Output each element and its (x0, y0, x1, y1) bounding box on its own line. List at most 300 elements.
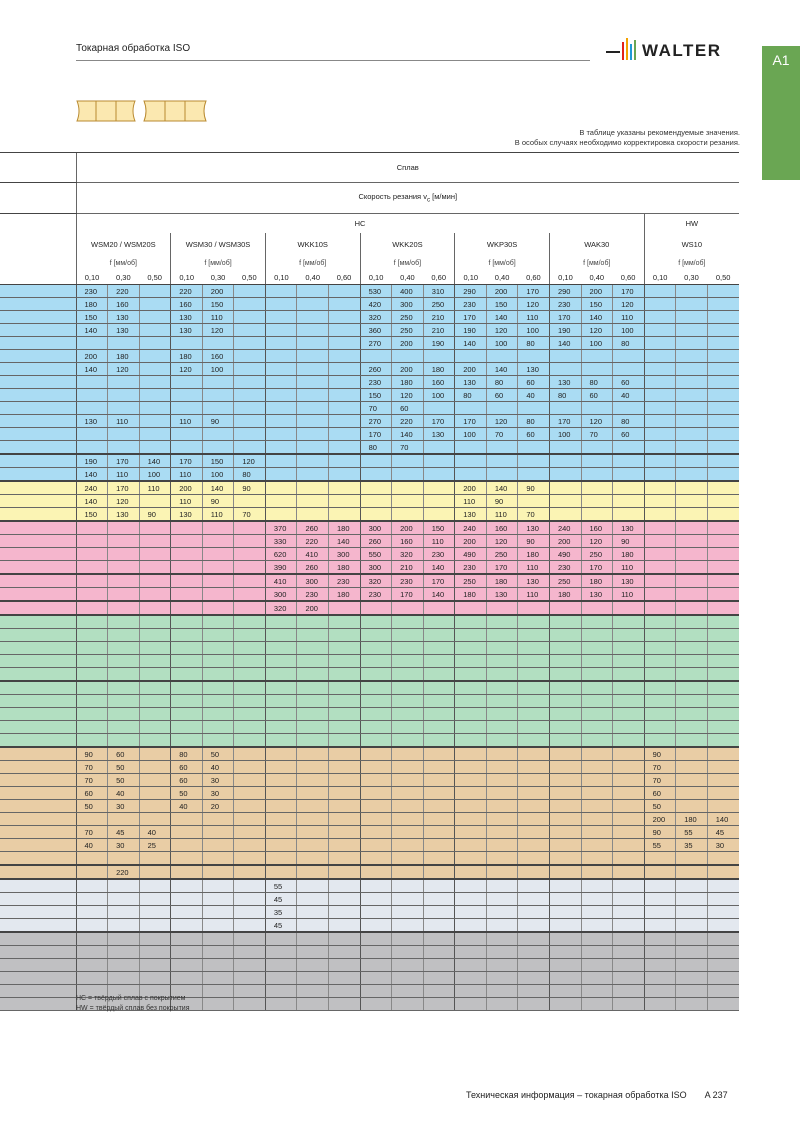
speed-value-cell: 160 (108, 298, 140, 311)
feed-label: f [мм/об] (455, 257, 550, 271)
speed-value-cell (676, 298, 708, 311)
speed-value-cell (518, 734, 550, 748)
speed-value-cell (518, 813, 550, 826)
speed-value-cell (707, 548, 739, 561)
speed-value-cell (329, 376, 361, 389)
speed-value-cell (76, 642, 108, 655)
speed-value-cell: 50 (108, 761, 140, 774)
material-cell (0, 747, 76, 761)
speed-value-cell (549, 629, 581, 642)
speed-value-cell: 80 (171, 747, 203, 761)
speed-value-cell: 140 (486, 311, 518, 324)
speed-value-cell (676, 879, 708, 893)
speed-value-cell (676, 428, 708, 441)
speed-value-cell (613, 681, 645, 695)
speed-value-cell (202, 826, 234, 839)
speed-value-cell (234, 615, 266, 629)
speed-value-cell (455, 800, 487, 813)
speed-value-cell (108, 695, 140, 708)
speed-value-cell (581, 959, 613, 972)
speed-value-cell (171, 337, 203, 350)
speed-value-cell (707, 932, 739, 946)
speed-value-cell (202, 946, 234, 959)
speed-value-cell (202, 615, 234, 629)
speed-value-cell (455, 906, 487, 919)
speed-value-cell (423, 441, 455, 455)
speed-value-cell: 210 (392, 561, 424, 575)
speed-value-cell: 230 (392, 574, 424, 588)
speed-value-cell: 40 (171, 800, 203, 813)
speed-value-cell (360, 865, 392, 879)
speed-value-cell: 140 (581, 311, 613, 324)
speed-value-cell (644, 574, 676, 588)
speed-value-cell (581, 800, 613, 813)
speed-value-cell (549, 879, 581, 893)
speed-value-cell: 240 (455, 521, 487, 535)
legend-hc: HC = твёрдый сплав с покрытием (76, 995, 186, 1002)
speed-value-cell (234, 363, 266, 376)
grade-header: WKP30S (455, 233, 550, 257)
speed-value-cell (581, 668, 613, 682)
speed-value-cell: 160 (392, 535, 424, 548)
speed-value-cell (265, 708, 297, 721)
grade-header: WAK30 (549, 233, 644, 257)
speed-value-cell: 300 (265, 588, 297, 602)
speed-value-cell (518, 826, 550, 839)
speed-value-cell (423, 454, 455, 468)
table-row (0, 588, 739, 602)
speed-value-cell (234, 774, 266, 787)
speed-value-cell: 220 (108, 865, 140, 879)
legend-hw: HW = твёрдый сплав без покрытия (76, 1005, 190, 1012)
speed-value-cell: 50 (76, 800, 108, 813)
speed-value-cell (360, 826, 392, 839)
table-row (0, 535, 739, 548)
speed-value-cell (329, 695, 361, 708)
speed-value-cell (76, 629, 108, 642)
speed-value-cell (360, 919, 392, 933)
speed-value-cell: 190 (549, 324, 581, 337)
speed-value-cell (486, 601, 518, 615)
table-row (0, 787, 739, 800)
speed-value-cell: 170 (423, 574, 455, 588)
speed-value-cell (613, 800, 645, 813)
section-tab (762, 46, 800, 180)
speed-value-cell (613, 363, 645, 376)
speed-value-cell: 30 (108, 800, 140, 813)
speed-value-cell (644, 324, 676, 337)
speed-value-cell (234, 642, 266, 655)
speed-value-cell (486, 879, 518, 893)
speed-value-cell: 100 (202, 468, 234, 482)
speed-value-cell (518, 615, 550, 629)
table-row (0, 311, 739, 324)
speed-value-cell (455, 454, 487, 468)
speed-value-cell (486, 734, 518, 748)
speed-value-cell (486, 865, 518, 879)
speed-value-cell (676, 800, 708, 813)
speed-value-cell (202, 972, 234, 985)
speed-value-cell (392, 932, 424, 946)
speed-value-cell (265, 695, 297, 708)
speed-value-cell (707, 998, 739, 1011)
speed-value-cell (329, 350, 361, 363)
speed-value-cell (139, 588, 171, 602)
speed-value-cell (613, 508, 645, 522)
speed-header-label: Скорость резания v (358, 192, 427, 202)
speed-value-cell: 80 (613, 415, 645, 428)
speed-value-cell (139, 852, 171, 866)
speed-value-cell (644, 376, 676, 389)
speed-value-cell: 90 (644, 826, 676, 839)
speed-value-cell (108, 893, 140, 906)
speed-value-cell (455, 774, 487, 787)
feed-label: f [мм/об] (76, 257, 171, 271)
speed-value-cell (171, 708, 203, 721)
speed-value-cell (392, 495, 424, 508)
speed-value-cell (581, 972, 613, 985)
speed-value-cell (455, 615, 487, 629)
speed-value-cell (486, 350, 518, 363)
speed-value-cell: 230 (455, 561, 487, 575)
speed-value-cell: 200 (171, 481, 203, 495)
speed-value-cell: 120 (581, 324, 613, 337)
speed-value-cell (202, 642, 234, 655)
speed-value-cell (76, 734, 108, 748)
speed-value-cell: 290 (455, 285, 487, 298)
speed-value-cell (234, 852, 266, 866)
speed-value-cell (644, 906, 676, 919)
material-cell (0, 932, 76, 946)
speed-value-cell: 180 (455, 588, 487, 602)
speed-value-cell (360, 655, 392, 668)
material-cell (0, 324, 76, 337)
speed-value-cell (76, 879, 108, 893)
speed-value-cell (423, 629, 455, 642)
speed-value-cell (549, 787, 581, 800)
speed-value-cell: 210 (423, 324, 455, 337)
material-cell (0, 721, 76, 734)
speed-value-cell (139, 376, 171, 389)
speed-value-cell (549, 642, 581, 655)
speed-value-cell (707, 629, 739, 642)
speed-value-cell (171, 642, 203, 655)
speed-value-cell: 150 (76, 311, 108, 324)
speed-value-cell (613, 495, 645, 508)
speed-value-cell (707, 588, 739, 602)
speed-value-cell (329, 721, 361, 734)
speed-value-cell: 150 (202, 454, 234, 468)
speed-value-cell (455, 946, 487, 959)
speed-value-cell (707, 402, 739, 415)
table-row (0, 468, 739, 482)
speed-value-cell: 200 (76, 350, 108, 363)
speed-value-cell (676, 852, 708, 866)
speed-value-cell: 180 (171, 350, 203, 363)
speed-value-cell (297, 708, 329, 721)
speed-value-cell (392, 655, 424, 668)
speed-value-cell: 530 (360, 285, 392, 298)
speed-value-cell (360, 852, 392, 866)
speed-value-cell (265, 642, 297, 655)
table-row (0, 946, 739, 959)
speed-value-cell (423, 813, 455, 826)
speed-value-cell: 40 (76, 839, 108, 852)
speed-value-cell (549, 906, 581, 919)
feed-value: 0,10 (549, 271, 581, 285)
speed-value-cell: 90 (202, 415, 234, 428)
speed-value-cell (139, 402, 171, 415)
speed-value-cell (297, 813, 329, 826)
speed-value-cell (139, 787, 171, 800)
speed-value-cell: 80 (455, 389, 487, 402)
speed-value-cell: 180 (613, 548, 645, 561)
table-row (0, 655, 739, 668)
speed-value-cell (549, 454, 581, 468)
speed-value-cell (486, 813, 518, 826)
speed-value-cell (202, 574, 234, 588)
speed-value-cell (644, 668, 676, 682)
speed-value-cell (518, 998, 550, 1011)
table-row (0, 337, 739, 350)
speed-value-cell (549, 852, 581, 866)
speed-value-cell (297, 695, 329, 708)
speed-value-cell (108, 574, 140, 588)
speed-value-cell (329, 998, 361, 1011)
speed-value-cell: 260 (297, 561, 329, 575)
speed-value-cell: 100 (423, 389, 455, 402)
speed-value-cell (549, 615, 581, 629)
speed-value-cell: 30 (707, 839, 739, 852)
speed-value-cell (644, 615, 676, 629)
speed-value-cell (234, 535, 266, 548)
speed-value-cell (76, 535, 108, 548)
speed-value-cell (613, 642, 645, 655)
speed-value-cell (139, 734, 171, 748)
speed-value-cell (707, 906, 739, 919)
speed-value-cell (329, 428, 361, 441)
speed-value-cell: 240 (549, 521, 581, 535)
speed-value-cell (329, 668, 361, 682)
speed-value-cell (392, 919, 424, 933)
speed-value-cell (423, 721, 455, 734)
speed-value-cell (549, 681, 581, 695)
speed-value-cell: 120 (486, 324, 518, 337)
speed-value-cell (486, 681, 518, 695)
table-row (0, 363, 739, 376)
material-cell (0, 946, 76, 959)
speed-value-cell (171, 668, 203, 682)
speed-value-cell (518, 774, 550, 787)
speed-value-cell (392, 747, 424, 761)
speed-value-cell (297, 376, 329, 389)
speed-value-cell (171, 879, 203, 893)
note-line-1: В таблице указаны рекомендуемые значения. (579, 128, 740, 137)
speed-value-cell: 150 (423, 521, 455, 535)
grade-header: WSM30 / WSM30S (171, 233, 266, 257)
speed-value-cell (644, 508, 676, 522)
material-cell (0, 285, 76, 298)
speed-value-cell (549, 441, 581, 455)
header-row-feed-label (0, 257, 739, 271)
speed-value-cell (423, 787, 455, 800)
speed-value-cell: 200 (549, 535, 581, 548)
speed-value-cell: 130 (486, 588, 518, 602)
speed-value-cell (455, 441, 487, 455)
speed-value-cell (486, 454, 518, 468)
speed-value-cell (644, 428, 676, 441)
speed-value-cell: 260 (360, 535, 392, 548)
feed-value: 0,50 (234, 271, 266, 285)
speed-value-cell: 140 (423, 588, 455, 602)
speed-value-cell: 200 (202, 285, 234, 298)
material-cell (0, 629, 76, 642)
material-cell (0, 761, 76, 774)
speed-value-cell (676, 324, 708, 337)
speed-value-cell (108, 629, 140, 642)
speed-value-cell (613, 932, 645, 946)
speed-value-cell (423, 601, 455, 615)
speed-value-cell: 160 (486, 521, 518, 535)
speed-value-cell (234, 747, 266, 761)
speed-value-cell: 170 (549, 415, 581, 428)
speed-value-cell (455, 695, 487, 708)
speed-value-cell (360, 747, 392, 761)
speed-value-cell (202, 561, 234, 575)
speed-value-cell: 45 (265, 919, 297, 933)
speed-value-cell (234, 601, 266, 615)
speed-value-cell (329, 761, 361, 774)
speed-value-cell (139, 774, 171, 787)
speed-value-cell (392, 985, 424, 998)
speed-value-cell: 100 (202, 363, 234, 376)
speed-value-cell (297, 311, 329, 324)
speed-value-cell (329, 363, 361, 376)
table-row (0, 932, 739, 946)
speed-value-cell (265, 389, 297, 402)
feed-value: 0,60 (518, 271, 550, 285)
speed-value-cell (297, 787, 329, 800)
speed-value-cell (139, 668, 171, 682)
speed-value-cell (76, 813, 108, 826)
speed-value-cell (581, 774, 613, 787)
speed-value-cell (549, 998, 581, 1011)
speed-value-cell (265, 865, 297, 879)
speed-value-cell (644, 893, 676, 906)
speed-value-cell: 130 (613, 574, 645, 588)
speed-value-cell: 320 (360, 574, 392, 588)
speed-value-cell: 130 (171, 324, 203, 337)
speed-value-cell (707, 708, 739, 721)
speed-value-cell (581, 813, 613, 826)
speed-value-cell: 130 (518, 574, 550, 588)
speed-value-cell (455, 601, 487, 615)
speed-value-cell (676, 481, 708, 495)
speed-value-cell (360, 481, 392, 495)
speed-value-cell (644, 655, 676, 668)
speed-value-cell (549, 865, 581, 879)
speed-value-cell (234, 972, 266, 985)
speed-value-cell (171, 813, 203, 826)
speed-value-cell (455, 919, 487, 933)
material-cell (0, 376, 76, 389)
speed-value-cell (392, 615, 424, 629)
speed-value-cell (139, 761, 171, 774)
speed-value-cell (707, 350, 739, 363)
speed-value-cell (265, 441, 297, 455)
speed-value-cell: 160 (581, 521, 613, 535)
speed-value-cell (549, 695, 581, 708)
speed-value-cell: 45 (707, 826, 739, 839)
speed-value-cell (171, 919, 203, 933)
speed-value-cell (707, 337, 739, 350)
speed-value-cell (139, 642, 171, 655)
speed-value-cell (234, 311, 266, 324)
speed-value-cell: 550 (360, 548, 392, 561)
material-cell (0, 561, 76, 575)
speed-value-cell (486, 721, 518, 734)
speed-value-cell (423, 946, 455, 959)
speed-value-cell (455, 721, 487, 734)
speed-value-cell (518, 852, 550, 866)
speed-value-cell (676, 454, 708, 468)
speed-value-cell (329, 813, 361, 826)
speed-value-cell (139, 721, 171, 734)
speed-value-cell (392, 481, 424, 495)
speed-value-cell (234, 428, 266, 441)
speed-value-cell (108, 932, 140, 946)
speed-value-cell: 110 (613, 588, 645, 602)
speed-value-cell: 80 (518, 415, 550, 428)
material-cell (0, 734, 76, 748)
speed-value-cell: 310 (423, 285, 455, 298)
speed-value-cell: 200 (455, 535, 487, 548)
speed-value-cell (329, 337, 361, 350)
speed-value-cell (139, 535, 171, 548)
speed-value-cell (518, 629, 550, 642)
speed-value-cell (234, 800, 266, 813)
speed-value-cell (676, 402, 708, 415)
speed-value-cell (360, 629, 392, 642)
speed-value-cell: 180 (486, 574, 518, 588)
speed-value-cell (644, 311, 676, 324)
material-cell (0, 642, 76, 655)
speed-value-cell: 60 (613, 376, 645, 389)
speed-value-cell (392, 601, 424, 615)
speed-value-cell (518, 761, 550, 774)
speed-value-cell: 90 (139, 508, 171, 522)
speed-value-cell: 150 (581, 298, 613, 311)
speed-value-cell: 110 (171, 415, 203, 428)
speed-value-cell (234, 415, 266, 428)
speed-value-cell: 50 (202, 747, 234, 761)
speed-value-cell (518, 468, 550, 482)
footer-text: Техническая информация – токарная обработка ISO (466, 1090, 687, 1100)
speed-value-cell (329, 734, 361, 748)
speed-value-cell (549, 761, 581, 774)
speed-value-cell (423, 655, 455, 668)
speed-value-cell (297, 363, 329, 376)
speed-value-cell (329, 839, 361, 852)
speed-value-cell (549, 655, 581, 668)
speed-value-cell (392, 998, 424, 1011)
speed-value-cell: 110 (202, 508, 234, 522)
table-row (0, 826, 739, 839)
section-tab-label: A1 (772, 52, 790, 68)
speed-value-cell (644, 985, 676, 998)
speed-value-cell (644, 629, 676, 642)
speed-value-cell (76, 708, 108, 721)
